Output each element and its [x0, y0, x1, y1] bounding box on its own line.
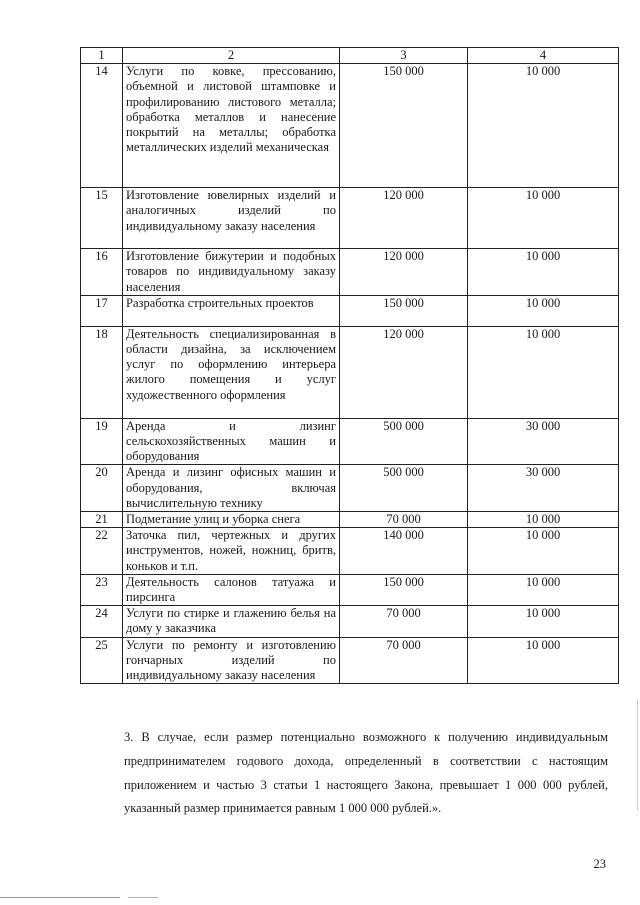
table-row — [81, 528, 619, 575]
row-number: 23 — [81, 574, 123, 605]
table-row — [81, 574, 619, 605]
table-row — [81, 465, 619, 512]
header-col-1: 1 — [81, 48, 123, 64]
row-description: Услуги по ковке, прессованию, объемной и листовой штамповке и профилированию листового металла; обработка металлов и нанесение покрытий на металлы; обработка металлических изделий механическая — [123, 64, 340, 188]
row-description: Аренда и лизинг сельскохозяйственных машин и оборудования — [123, 418, 340, 465]
row-value-col4: 10 000 — [468, 512, 619, 528]
table-row — [81, 512, 619, 528]
row-value-col3: 150 000 — [340, 64, 468, 188]
closing-paragraph — [80, 726, 608, 821]
table-row — [81, 326, 619, 418]
scan-artifact-line — [0, 897, 120, 898]
row-number: 19 — [81, 418, 123, 465]
row-value-col4: 10 000 — [468, 295, 619, 326]
row-value-col3: 150 000 — [340, 574, 468, 605]
page-number: 23 — [593, 857, 606, 871]
row-description: Разработка строительных проектов — [123, 295, 340, 326]
row-number: 20 — [81, 465, 123, 512]
row-description: Изготовление бижутерии и подобных товаров по индивидуальному заказу населения — [123, 249, 340, 296]
row-number: 25 — [81, 637, 123, 684]
row-value-col4: 10 000 — [468, 637, 619, 684]
row-value-col4: 10 000 — [468, 249, 619, 296]
row-value-col3: 70 000 — [340, 606, 468, 637]
header-col-2: 2 — [123, 48, 340, 64]
paragraph-text: 3. В случае, если размер потенциально возможного к получению индивидуальным предпринимателем годового дохода, определенный в соответствии с настоящим приложением и частью 3 статьи 1 настоящего Закона, превышает 1 000 000 рублей, указанный размер принимается равным 1 000 000 рублей.». — [124, 730, 608, 816]
row-value-col3: 500 000 — [340, 465, 468, 512]
row-value-col3: 120 000 — [340, 188, 468, 249]
row-number: 16 — [81, 249, 123, 296]
row-value-col4: 10 000 — [468, 64, 619, 188]
row-value-col4: 10 000 — [468, 574, 619, 605]
scan-artifact-dash — [128, 897, 158, 898]
row-description: Заточка пил, чертежных и других инструментов, ножей, ножниц, бритв, коньков и т.п. — [123, 528, 340, 575]
row-value-col3: 70 000 — [340, 637, 468, 684]
table-row — [81, 295, 619, 326]
row-description: Деятельность салонов татуажа и пирсинга — [123, 574, 340, 605]
table-header-row — [81, 48, 619, 64]
row-number: 24 — [81, 606, 123, 637]
row-value-col3: 70 000 — [340, 512, 468, 528]
row-value-col4: 30 000 — [468, 465, 619, 512]
row-description: Изготовление ювелирных изделий и аналогичных изделий по индивидуальному заказу населения — [123, 188, 340, 249]
table-row — [81, 188, 619, 249]
row-value-col3: 120 000 — [340, 326, 468, 418]
table-row — [81, 637, 619, 684]
table-row — [81, 606, 619, 637]
row-value-col4: 10 000 — [468, 188, 619, 249]
row-number: 15 — [81, 188, 123, 249]
row-number: 22 — [81, 528, 123, 575]
scan-edge-mark — [637, 700, 638, 810]
row-value-col4: 10 000 — [468, 606, 619, 637]
row-number: 17 — [81, 295, 123, 326]
row-number: 14 — [81, 64, 123, 188]
row-value-col3: 500 000 — [340, 418, 468, 465]
row-description: Аренда и лизинг офисных машин и оборудования, включая вычислительную технику — [123, 465, 340, 512]
table-row — [81, 64, 619, 188]
row-value-col3: 120 000 — [340, 249, 468, 296]
activity-income-table — [80, 47, 619, 684]
row-description: Подметание улиц и уборка снега — [123, 512, 340, 528]
row-value-col4: 10 000 — [468, 528, 619, 575]
header-col-3: 3 — [340, 48, 468, 64]
row-description: Услуги по стирке и глажению белья на дому у заказчика — [123, 606, 340, 637]
row-value-col3: 150 000 — [340, 295, 468, 326]
table-row — [81, 418, 619, 465]
row-description: Услуги по ремонту и изготовлению гончарных изделий по индивидуальному заказу населения — [123, 637, 340, 684]
row-value-col4: 10 000 — [468, 326, 619, 418]
table-row — [81, 249, 619, 296]
row-number: 21 — [81, 512, 123, 528]
row-value-col3: 140 000 — [340, 528, 468, 575]
row-value-col4: 30 000 — [468, 418, 619, 465]
row-number: 18 — [81, 326, 123, 418]
row-description: Деятельность специализированная в области дизайна, за исключением услуг по оформлению интерьера жилого помещения и услуг художественного оформления — [123, 326, 340, 418]
header-col-4: 4 — [468, 48, 619, 64]
